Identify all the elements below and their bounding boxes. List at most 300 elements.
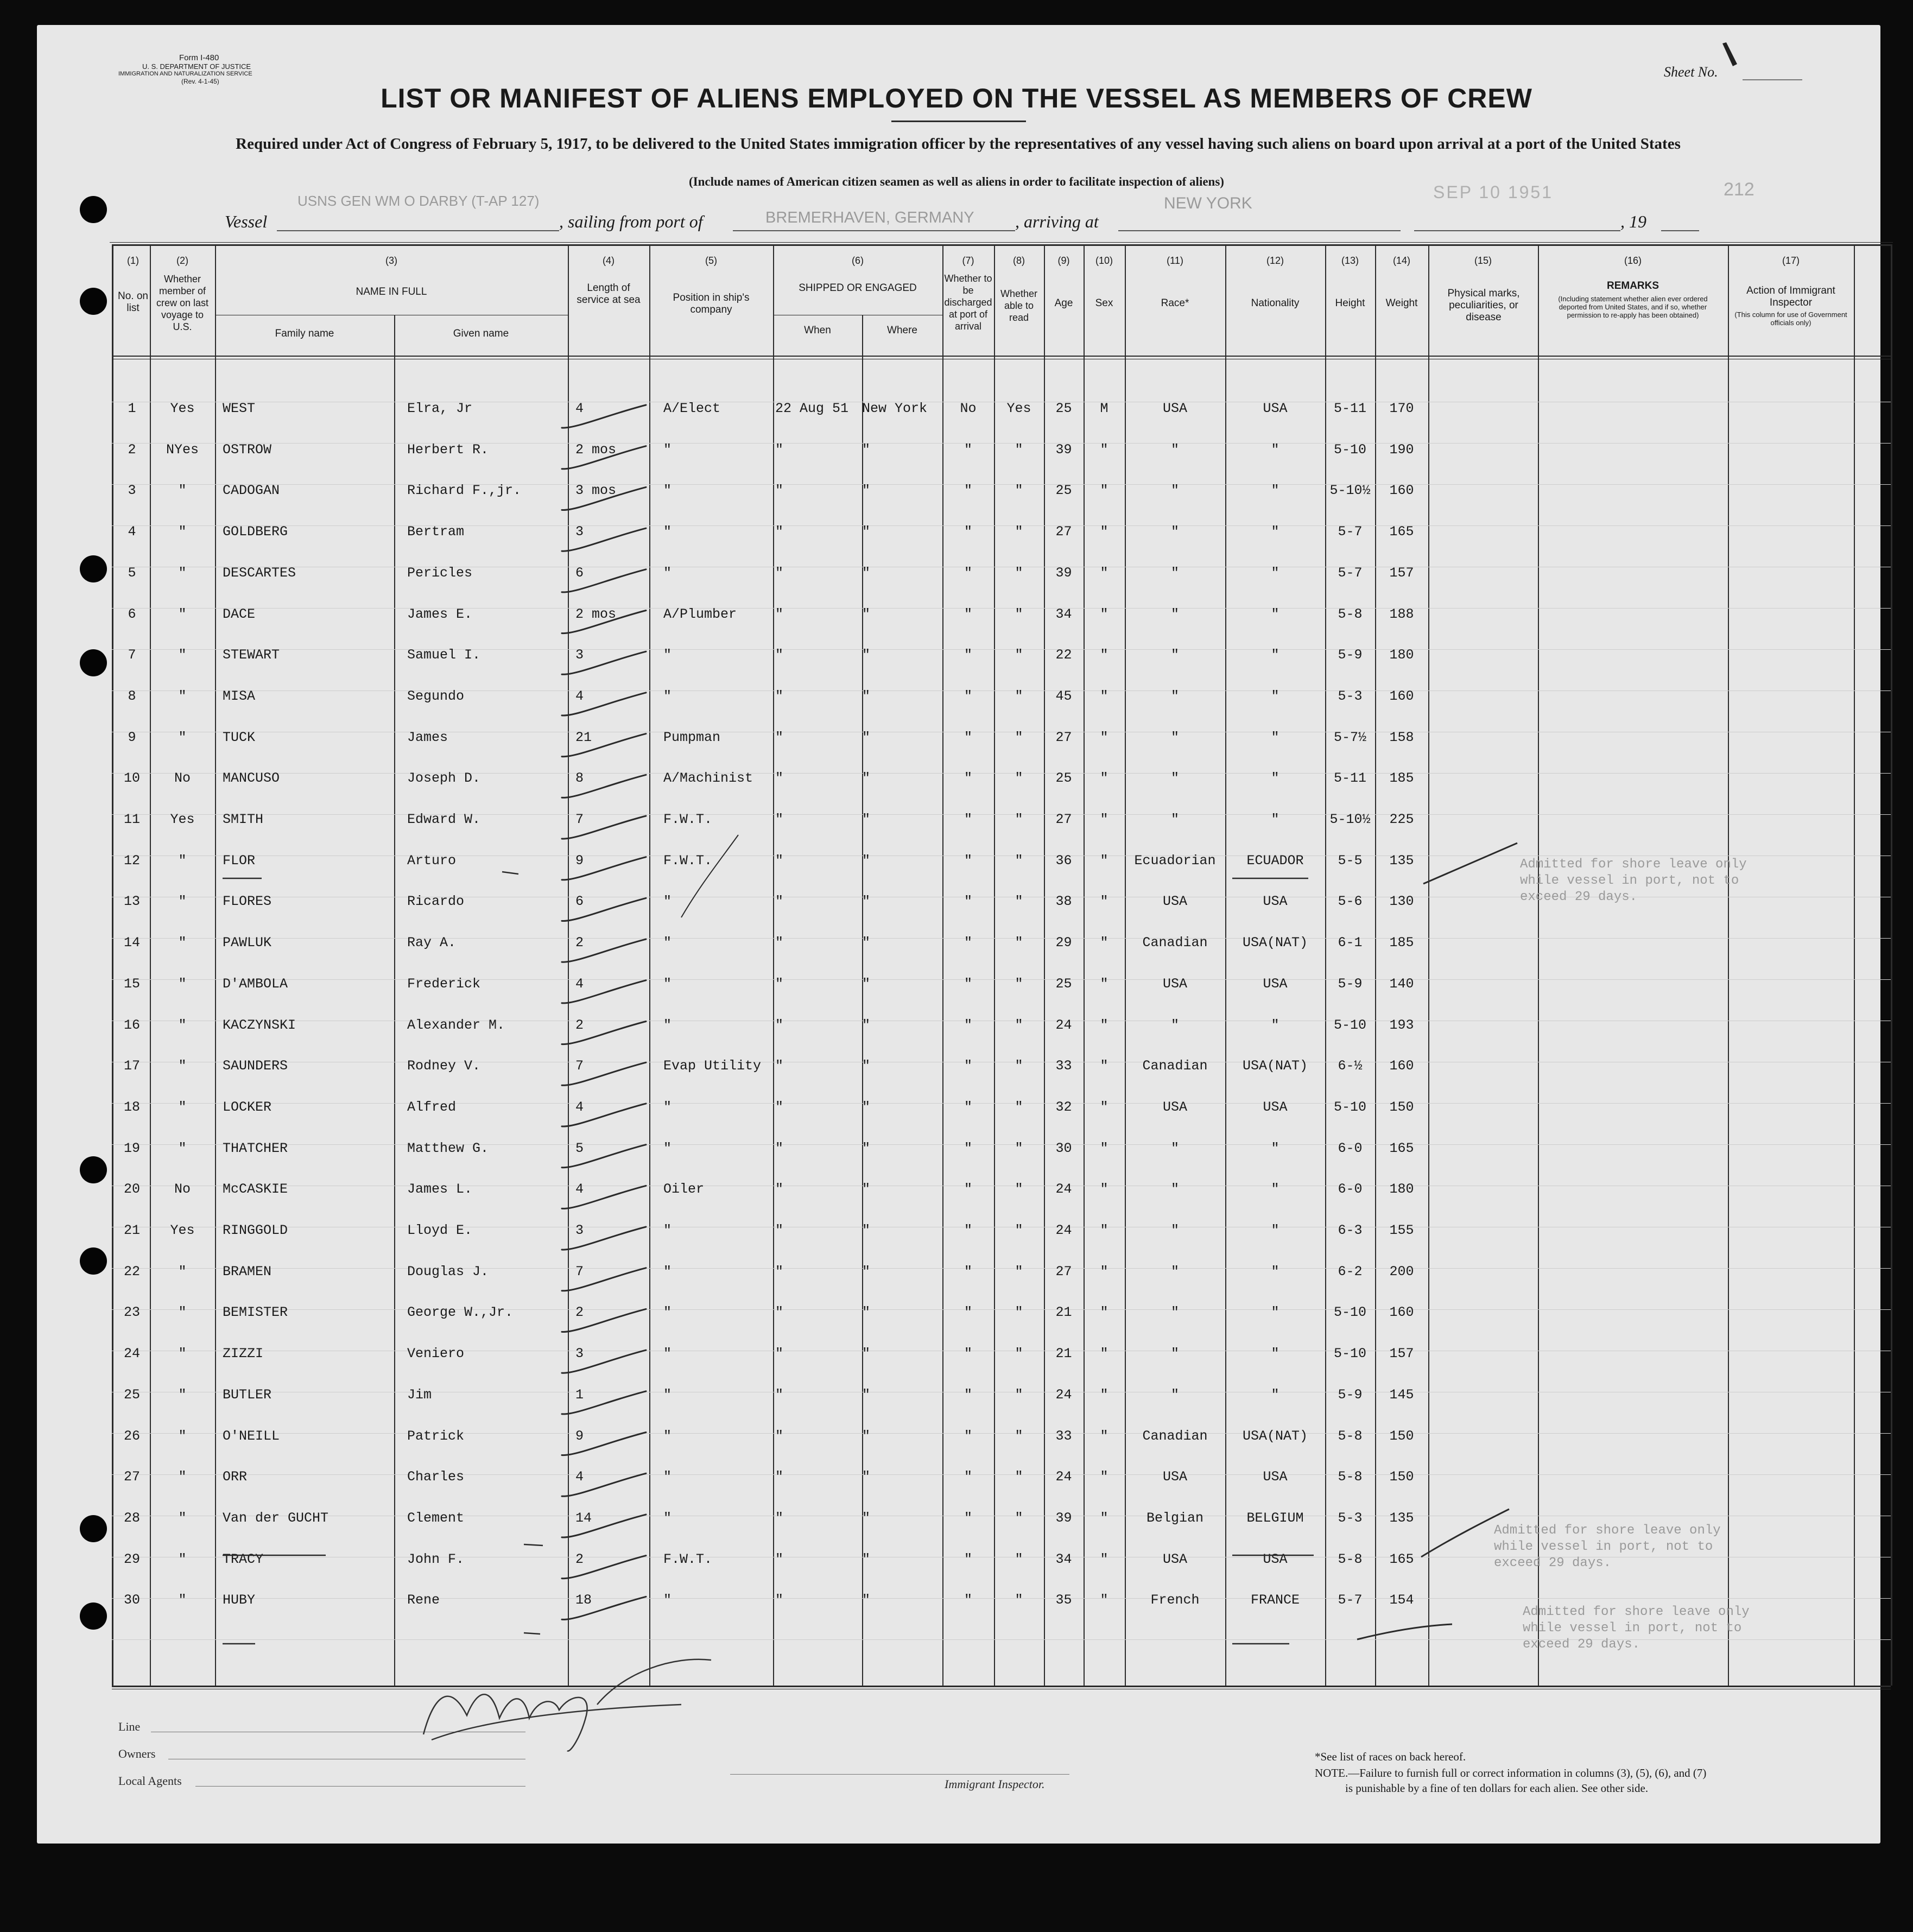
cell-nationality: "	[1271, 1181, 1279, 1198]
cell-given: Lloyd E.	[407, 1222, 473, 1238]
cell-weight: 185	[1389, 935, 1414, 951]
cell-weight: 157	[1389, 565, 1414, 581]
cell-height: 5-10½	[1329, 812, 1371, 827]
cell-crew: "	[178, 1058, 187, 1074]
header-physical-marks: Physical marks, peculiarities, or disease	[1447, 288, 1520, 323]
cell-position: "	[663, 894, 672, 910]
col-number: (2)	[176, 255, 188, 266]
cell-crew: "	[178, 647, 187, 663]
cell-nationality: USA	[1263, 1099, 1288, 1115]
cell-age: 32	[1055, 1099, 1072, 1115]
cell-no: 27	[123, 1469, 140, 1485]
cell-nationality: USA	[1263, 401, 1288, 416]
cell-family: MISA	[223, 688, 256, 704]
cell-when: 22 Aug 51	[775, 401, 849, 416]
cell-discharged: "	[964, 729, 972, 745]
cell-sex: "	[1100, 441, 1108, 458]
cell-no: 20	[123, 1181, 140, 1198]
cell-service: 4	[575, 1469, 584, 1485]
cell-discharged: "	[964, 770, 972, 787]
cell-no: 16	[123, 1017, 140, 1033]
cell-nationality: "	[1271, 688, 1279, 704]
penalty-note-1: NOTE.—Failure to furnish full or correct information in columns (3), (5), (6), and (7)	[1315, 1766, 1707, 1779]
cell-discharged: "	[964, 1017, 972, 1033]
cell-service: 4	[575, 401, 584, 416]
cell-family: DESCARTES	[223, 565, 296, 581]
cell-where: "	[862, 812, 871, 827]
cell-nationality: "	[1271, 1222, 1279, 1238]
cell-sex: "	[1100, 688, 1108, 704]
cell-read: "	[1015, 852, 1023, 869]
cell-height: 5-3	[1338, 688, 1363, 704]
header-action-inspector: Action of Immigrant Inspector	[1746, 285, 1835, 308]
race-note: *See list of races on back hereof.	[1315, 1750, 1466, 1763]
header-weight: Weight	[1385, 297, 1418, 309]
cell-discharged: "	[964, 1428, 972, 1444]
cell-family: CADOGAN	[223, 483, 280, 499]
cell-weight: 150	[1389, 1469, 1414, 1485]
cell-sex: "	[1100, 606, 1108, 622]
cell-read: "	[1015, 1592, 1023, 1608]
cell-height: 6-½	[1338, 1058, 1363, 1074]
cell-when: "	[775, 1140, 784, 1156]
cell-discharged: "	[964, 1099, 972, 1115]
cell-read: Yes	[1006, 401, 1031, 416]
cell-age: 39	[1055, 1510, 1072, 1526]
cell-family: O'NEILL	[223, 1428, 280, 1444]
cell-read: "	[1015, 1469, 1023, 1485]
service-check-mark	[562, 1473, 646, 1496]
cell-weight: 154	[1389, 1592, 1414, 1608]
cell-family: MANCUSO	[223, 770, 280, 787]
col-number: (13)	[1341, 255, 1359, 266]
cell-where: "	[862, 1346, 871, 1362]
col-number: (12)	[1266, 255, 1284, 266]
cell-given: James	[407, 729, 448, 745]
header-able-to-read: Whether able to read	[1000, 288, 1038, 323]
cell-race: "	[1170, 1222, 1179, 1238]
cell-height: 5-10	[1333, 1017, 1366, 1033]
cell-discharged: "	[964, 483, 972, 499]
cell-given: Joseph D.	[407, 770, 481, 787]
cell-race: "	[1170, 770, 1179, 787]
header-nationality: Nationality	[1251, 297, 1300, 309]
cell-service: 4	[575, 1181, 584, 1198]
cell-position: "	[663, 1140, 672, 1156]
cell-where: "	[862, 1469, 871, 1485]
cell-given: Rene	[407, 1592, 440, 1608]
sailing-port: BREMERHAVEN, GERMANY	[765, 209, 974, 226]
cell-read: "	[1015, 935, 1023, 951]
service-check-mark	[562, 816, 646, 839]
cell-race: USA	[1162, 1469, 1187, 1485]
cell-discharged: "	[964, 1386, 972, 1403]
cell-service: 7	[575, 1263, 584, 1279]
cell-read: "	[1015, 1099, 1023, 1115]
cell-no: 19	[123, 1140, 140, 1156]
cell-age: 30	[1055, 1140, 1072, 1156]
cell-height: 5-5	[1338, 852, 1363, 869]
service-check-mark	[562, 569, 646, 592]
cell-nationality: "	[1271, 1263, 1279, 1279]
cell-race: Canadian	[1142, 935, 1208, 951]
cell-given: James E.	[407, 606, 473, 622]
col-number: (6)	[852, 255, 864, 266]
cell-given: Herbert R.	[407, 441, 489, 458]
cell-family: FLORES	[223, 894, 272, 910]
cell-position: Evap Utility	[663, 1058, 762, 1074]
cell-when: "	[775, 1551, 784, 1567]
cell-race: "	[1170, 812, 1179, 827]
cell-family: HUBY	[223, 1592, 256, 1608]
cell-read: "	[1015, 524, 1023, 540]
cell-crew: "	[178, 524, 187, 540]
cell-family: DACE	[223, 606, 256, 622]
cell-discharged: "	[964, 1304, 972, 1321]
cell-discharged: "	[964, 1551, 972, 1567]
cell-no: 24	[123, 1346, 140, 1362]
cell-age: 21	[1055, 1304, 1072, 1321]
cell-age: 36	[1055, 852, 1072, 869]
cell-service: 9	[575, 1428, 584, 1444]
cell-discharged: "	[964, 524, 972, 540]
cell-weight: 225	[1389, 812, 1414, 827]
service-check-mark	[562, 611, 646, 634]
service-check-mark	[562, 1350, 646, 1373]
cell-height: 5-7	[1338, 524, 1363, 540]
cell-no: 1	[128, 401, 136, 416]
cell-race: "	[1170, 565, 1179, 581]
header-when: When	[804, 325, 831, 336]
cell-position: F.W.T.	[663, 852, 713, 869]
cell-nationality: USA	[1263, 975, 1288, 992]
cell-weight: 190	[1389, 441, 1414, 458]
cell-sex: "	[1100, 1017, 1108, 1033]
cell-sex: "	[1100, 483, 1108, 499]
cell-position: Oiler	[663, 1181, 705, 1198]
cell-discharged: "	[964, 1346, 972, 1362]
cell-where: "	[862, 1304, 871, 1321]
cell-height: 6-3	[1338, 1222, 1363, 1238]
cell-height: 5-8	[1338, 1551, 1363, 1567]
form-rev: (Rev. 4-1-45)	[181, 78, 219, 85]
cell-crew: "	[178, 1346, 187, 1362]
cell-height: 5-9	[1338, 647, 1363, 663]
inspector-signature	[423, 1659, 711, 1751]
cell-where: "	[862, 483, 871, 499]
cell-age: 21	[1055, 1346, 1072, 1362]
cell-given: Ray A.	[407, 935, 457, 951]
cell-race: "	[1170, 1263, 1179, 1279]
cell-weight: 130	[1389, 894, 1414, 910]
cell-sex: "	[1100, 1058, 1108, 1074]
cell-discharged: No	[960, 401, 977, 416]
cell-when: "	[775, 1058, 784, 1074]
cell-where: "	[862, 894, 871, 910]
cell-sex: "	[1100, 852, 1108, 869]
cell-position: Pumpman	[663, 729, 721, 745]
cell-family: BUTLER	[223, 1386, 272, 1403]
cell-service: 9	[575, 852, 584, 869]
cell-position: "	[663, 524, 672, 540]
col-number: (8)	[1013, 255, 1025, 266]
cell-no: 3	[128, 483, 136, 499]
header-age: Age	[1054, 297, 1073, 309]
cell-when: "	[775, 935, 784, 951]
service-check-mark	[562, 1186, 646, 1208]
cell-service: 2	[575, 1551, 584, 1567]
cell-crew: "	[178, 688, 187, 704]
cell-race: USA	[1162, 401, 1187, 416]
cell-service: 6	[575, 565, 584, 581]
cell-family: SAUNDERS	[223, 1058, 288, 1074]
cell-service: 2	[575, 1017, 584, 1033]
footer-line-label: Line	[118, 1720, 141, 1733]
service-check-mark	[562, 775, 646, 797]
cell-service: 3	[575, 1222, 584, 1238]
cell-age: 24	[1055, 1386, 1072, 1403]
cell-height: 5-8	[1338, 1428, 1363, 1444]
cell-race: "	[1170, 483, 1179, 499]
cell-age: 34	[1055, 1551, 1072, 1567]
cell-position: F.W.T.	[663, 1551, 713, 1567]
cell-nationality: "	[1271, 647, 1279, 663]
footer-owners-label: Owners	[118, 1747, 156, 1760]
cell-service: 2	[575, 1304, 584, 1321]
service-check-mark	[562, 528, 646, 551]
cell-height: 5-10	[1333, 441, 1366, 458]
cell-sex: M	[1100, 401, 1108, 416]
cell-position: "	[663, 483, 672, 499]
cell-weight: 180	[1389, 1181, 1414, 1198]
cell-where: "	[862, 688, 871, 704]
cell-sex: "	[1100, 1428, 1108, 1444]
cell-read: "	[1015, 1017, 1023, 1033]
cell-crew: "	[178, 1469, 187, 1485]
cell-weight: 193	[1389, 1017, 1414, 1033]
cell-position: A/Plumber	[663, 606, 737, 622]
service-check-mark	[562, 939, 646, 962]
service-check-mark	[562, 1556, 646, 1579]
cell-crew: "	[178, 852, 187, 869]
cell-weight: 165	[1389, 524, 1414, 540]
cell-no: 23	[123, 1304, 140, 1321]
cell-family: PAWLUK	[223, 935, 272, 951]
service-check-mark	[562, 898, 646, 921]
cell-age: 27	[1055, 729, 1072, 745]
cell-height: 5-9	[1338, 975, 1363, 992]
cell-given: Arturo	[407, 852, 457, 869]
cell-crew: "	[178, 935, 187, 951]
remark-row-12: Admitted for shore leave only while vessel in port, not to exceed 29 days.	[1520, 857, 1747, 904]
name-underlines	[223, 872, 1314, 1644]
cell-service: 2	[575, 935, 584, 951]
cell-age: 39	[1055, 441, 1072, 458]
cell-service: 3 mos	[575, 483, 617, 499]
cell-family: D'AMBOLA	[223, 975, 288, 992]
cell-no: 12	[123, 852, 140, 869]
header-crew-last-voyage: Whether member of crew on last voyage to U.S.	[156, 274, 209, 332]
cell-given: Ricardo	[407, 894, 465, 910]
cell-crew: "	[178, 1017, 187, 1033]
cell-nationality: "	[1271, 565, 1279, 581]
cell-age: 24	[1055, 1017, 1072, 1033]
cell-weight: 145	[1389, 1386, 1414, 1403]
cell-nationality: USA	[1263, 1469, 1288, 1485]
cell-sex: "	[1100, 729, 1108, 745]
cell-given: Frederick	[407, 975, 481, 992]
col-number: (15)	[1474, 255, 1492, 266]
cell-where: "	[862, 852, 871, 869]
cell-service: 7	[575, 812, 584, 827]
cell-no: 11	[123, 812, 140, 827]
cell-age: 25	[1055, 483, 1072, 499]
cell-service: 3	[575, 647, 584, 663]
sailing-label: , sailing from port of	[559, 212, 703, 231]
cell-given: Charles	[407, 1469, 465, 1485]
subtitle: Required under Act of Congress of February 5, 1917, to be delivered to the United States immigration officer by the representatives of any vessel having such aliens on board upon arrival at a port of the United States	[236, 135, 1681, 153]
cell-race: USA	[1162, 1099, 1187, 1115]
cell-height: 5-10½	[1329, 483, 1371, 499]
cell-family: OSTROW	[223, 441, 272, 458]
cell-sex: "	[1100, 1469, 1108, 1485]
cell-family: BRAMEN	[223, 1263, 272, 1279]
service-check-mark	[562, 651, 646, 674]
service-check-mark	[562, 1104, 646, 1126]
cell-when: "	[775, 441, 784, 458]
cell-sex: "	[1100, 894, 1108, 910]
cell-when: "	[775, 1304, 784, 1321]
cell-family: RINGGOLD	[223, 1222, 288, 1238]
cell-discharged: "	[964, 894, 972, 910]
service-check-mark	[562, 857, 646, 880]
cell-weight: 135	[1389, 852, 1414, 869]
cell-discharged: "	[964, 812, 972, 827]
cell-family: KACZYNSKI	[223, 1017, 296, 1033]
cell-crew: "	[178, 1140, 187, 1156]
cell-race: USA	[1162, 975, 1187, 992]
cell-height: 6-2	[1338, 1263, 1363, 1279]
cell-position: "	[663, 1263, 672, 1279]
cell-no: 17	[123, 1058, 140, 1074]
cell-sex: "	[1100, 1592, 1108, 1608]
service-check-mark	[562, 1515, 646, 1537]
cell-service: 6	[575, 894, 584, 910]
cell-age: 39	[1055, 565, 1072, 581]
cell-where: "	[862, 1428, 871, 1444]
cell-race: Canadian	[1142, 1058, 1208, 1074]
cell-weight: 150	[1389, 1428, 1414, 1444]
cell-when: "	[775, 1428, 784, 1444]
cell-service: 3	[575, 524, 584, 540]
cell-crew: No	[174, 1181, 191, 1198]
cell-weight: 160	[1389, 1058, 1414, 1074]
cell-read: "	[1015, 606, 1023, 622]
cell-where: "	[862, 1222, 871, 1238]
service-check-mark	[562, 734, 646, 757]
cell-race: "	[1170, 688, 1179, 704]
cell-discharged: "	[964, 565, 972, 581]
cell-crew: Yes	[170, 401, 195, 416]
cell-where: "	[862, 1140, 871, 1156]
cell-crew: NYes	[166, 441, 199, 458]
col-number: (9)	[1057, 255, 1070, 266]
cell-height: 5-3	[1338, 1510, 1363, 1526]
footer-agents-label: Local Agents	[118, 1774, 182, 1788]
cell-crew: No	[174, 770, 191, 787]
cell-position: "	[663, 688, 672, 704]
service-check-mark	[562, 405, 646, 428]
cell-no: 5	[128, 565, 136, 581]
cell-crew: "	[178, 729, 187, 745]
cell-where: "	[862, 647, 871, 663]
cell-position: A/Machinist	[663, 770, 753, 787]
cell-read: "	[1015, 565, 1023, 581]
cell-crew: "	[178, 1592, 187, 1608]
cell-when: "	[775, 894, 784, 910]
cell-when: "	[775, 606, 784, 622]
arriving-port: NEW YORK	[1164, 194, 1252, 212]
cell-height: 5-6	[1338, 894, 1363, 910]
cell-age: 24	[1055, 1181, 1072, 1198]
cell-when: "	[775, 1181, 784, 1198]
cell-race: Belgian	[1146, 1510, 1204, 1526]
header-remarks-note: (Including statement whether alien ever ordered deported from United States, and if so, whether permission to re-apply has been obtained)	[1558, 295, 1708, 319]
cell-no: 15	[123, 975, 140, 992]
cell-nationality: USA	[1263, 1551, 1288, 1567]
cell-discharged: "	[964, 606, 972, 622]
cell-no: 2	[128, 441, 136, 458]
cell-where: "	[862, 524, 871, 540]
cell-family: ORR	[223, 1469, 248, 1485]
cell-when: "	[775, 1099, 784, 1115]
cell-crew: "	[178, 1263, 187, 1279]
cell-read: "	[1015, 1428, 1023, 1444]
cell-family: THATCHER	[223, 1140, 288, 1156]
cell-given: John F.	[407, 1551, 465, 1567]
cell-given: James L.	[407, 1181, 473, 1198]
cell-age: 27	[1055, 524, 1072, 540]
cell-service: 2 mos	[575, 606, 617, 622]
cell-read: "	[1015, 647, 1023, 663]
cell-height: 5-10	[1333, 1304, 1366, 1321]
cell-age: 33	[1055, 1428, 1072, 1444]
cell-where: "	[862, 1386, 871, 1403]
cell-when: "	[775, 729, 784, 745]
service-check-mark	[562, 487, 646, 510]
cell-family: McCASKIE	[223, 1181, 288, 1198]
service-check-mark	[562, 1062, 646, 1085]
cell-discharged: "	[964, 1592, 972, 1608]
cell-no: 22	[123, 1263, 140, 1279]
cell-family: ZIZZI	[223, 1346, 264, 1362]
cell-age: 24	[1055, 1222, 1072, 1238]
cell-read: "	[1015, 483, 1023, 499]
cell-given: Richard F.,jr.	[407, 483, 522, 499]
cell-crew: "	[178, 894, 187, 910]
cell-race: "	[1170, 1304, 1179, 1321]
cell-nationality: "	[1271, 1304, 1279, 1321]
cell-read: "	[1015, 770, 1023, 787]
cell-discharged: "	[964, 975, 972, 992]
cell-sex: "	[1100, 1263, 1108, 1279]
cell-when: "	[775, 647, 784, 663]
cell-when: "	[775, 1346, 784, 1362]
cell-service: 7	[575, 1058, 584, 1074]
cell-crew: "	[178, 975, 187, 992]
cell-discharged: "	[964, 1140, 972, 1156]
cell-nationality: "	[1271, 1017, 1279, 1033]
